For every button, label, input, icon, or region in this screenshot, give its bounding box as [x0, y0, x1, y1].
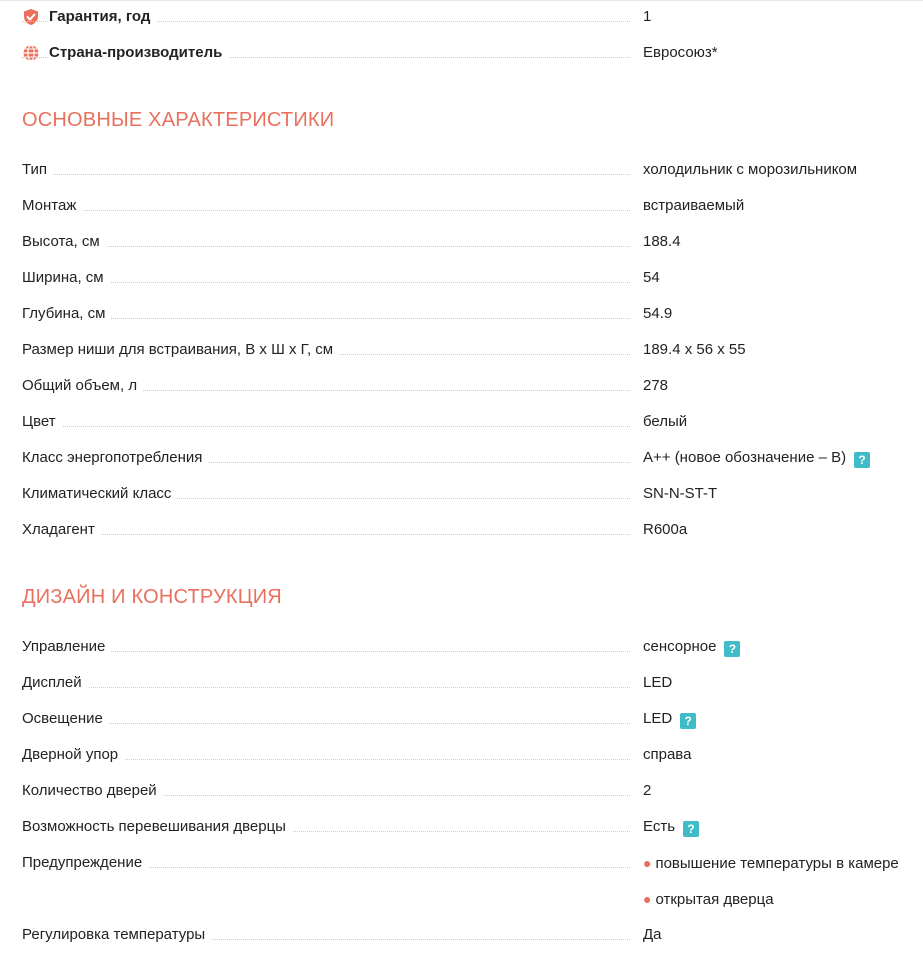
spec-row	[22, 196, 923, 216]
help-icon[interactable]: ?	[854, 452, 870, 468]
dotted-leader	[22, 210, 630, 211]
spec-row	[22, 673, 923, 693]
spec-label: Высота, см	[22, 232, 106, 252]
spec-row	[22, 637, 923, 657]
spec-value: 54	[643, 269, 660, 286]
spec-label: Общий объем, л	[22, 376, 143, 396]
spec-row	[22, 412, 923, 432]
top-divider	[0, 0, 923, 1]
spec-row	[22, 817, 923, 837]
spec-row	[22, 925, 923, 945]
spec-value: SN-N-ST-T	[643, 485, 718, 502]
spec-value: A++ (новое обозначение – B)	[643, 449, 847, 466]
spec-row-continued	[22, 889, 923, 909]
spec-value: LED	[643, 710, 673, 727]
dotted-leader	[22, 651, 630, 652]
bullet-icon: ●	[643, 891, 652, 907]
spec-row	[22, 709, 923, 729]
help-icon[interactable]: ?	[680, 713, 696, 729]
spec-value-list-item	[643, 853, 899, 874]
spec-value-with-help	[643, 817, 699, 837]
help-icon[interactable]: ?	[724, 641, 740, 657]
spec-row-warranty	[22, 7, 923, 27]
spec-row	[22, 340, 923, 360]
spec-label: Размер ниши для встраивания, В x Ш x Г, см	[22, 340, 339, 360]
spec-value: 54.9	[643, 305, 673, 322]
dotted-leader	[22, 687, 630, 688]
spec-row	[22, 484, 923, 504]
spec-value: 278	[643, 377, 669, 394]
spec-label: Предупреждение	[22, 853, 148, 873]
spec-row-country	[22, 43, 923, 63]
dotted-leader	[22, 246, 630, 247]
spec-row	[22, 745, 923, 765]
spec-value: 188.4	[643, 233, 681, 250]
spec-label: Гарантия, год	[49, 7, 156, 27]
spec-value: Да	[643, 926, 662, 943]
spec-value: 189.4 x 56 x 55	[643, 341, 746, 358]
spec-label: Дверной упор	[22, 745, 124, 765]
spec-row	[22, 376, 923, 396]
spec-value-list-item	[643, 889, 774, 910]
spec-label: Хладагент	[22, 520, 101, 540]
dotted-leader	[22, 426, 630, 427]
spec-label: Регулировка температуры	[22, 925, 211, 945]
spec-row	[22, 304, 923, 324]
spec-label: Цвет	[22, 412, 62, 432]
spec-value-with-help	[643, 637, 740, 657]
spec-value: Есть	[643, 818, 676, 835]
help-icon[interactable]: ?	[683, 821, 699, 837]
spec-label: Количество дверей	[22, 781, 163, 801]
spec-label: Возможность перевешивания дверцы	[22, 817, 292, 837]
spec-label: Климатический класс	[22, 484, 177, 504]
spec-value: 2	[643, 782, 652, 799]
spec-label: Класс энергопотребления	[22, 448, 208, 468]
section-title-main: ОСНОВНЫЕ ХАРАКТЕРИСТИКИ	[22, 109, 335, 131]
spec-value: сенсорное	[643, 638, 717, 655]
spec-row	[22, 160, 923, 180]
spec-value: Евросоюз*	[643, 44, 718, 61]
spec-label: Глубина, см	[22, 304, 111, 324]
shield-check-icon	[22, 8, 40, 26]
spec-value-with-help	[643, 709, 696, 729]
spec-value-with-help	[643, 448, 870, 468]
spec-row	[22, 268, 923, 288]
spec-value: холодильник с морозильником	[643, 161, 858, 178]
spec-value: справа	[643, 746, 692, 763]
spec-row	[22, 232, 923, 252]
globe-icon	[22, 44, 40, 62]
spec-row	[22, 853, 923, 873]
dotted-leader	[22, 174, 630, 175]
spec-row	[22, 781, 923, 801]
spec-value: встраиваемый	[643, 197, 745, 214]
bullet-icon: ●	[643, 855, 652, 871]
spec-value: LED	[643, 674, 673, 691]
spec-value: белый	[643, 413, 688, 430]
spec-label: Освещение	[22, 709, 109, 729]
spec-row	[22, 520, 923, 540]
spec-label: Монтаж	[22, 196, 82, 216]
dotted-leader	[22, 534, 630, 535]
spec-value: открытая дверца	[655, 891, 774, 908]
dotted-leader	[22, 282, 630, 283]
spec-value: R600a	[643, 521, 688, 538]
spec-label: Дисплей	[22, 673, 88, 693]
dotted-leader	[22, 723, 630, 724]
spec-label: Управление	[22, 637, 111, 657]
spec-value: 1	[643, 8, 652, 25]
spec-row	[22, 448, 923, 468]
dotted-leader	[22, 318, 630, 319]
spec-label: Тип	[22, 160, 53, 180]
spec-label: Страна-производитель	[49, 43, 228, 63]
spec-label: Ширина, см	[22, 268, 110, 288]
section-title-design: ДИЗАЙН И КОНСТРУКЦИЯ	[22, 586, 282, 608]
spec-value: повышение температуры в камере	[655, 855, 899, 872]
